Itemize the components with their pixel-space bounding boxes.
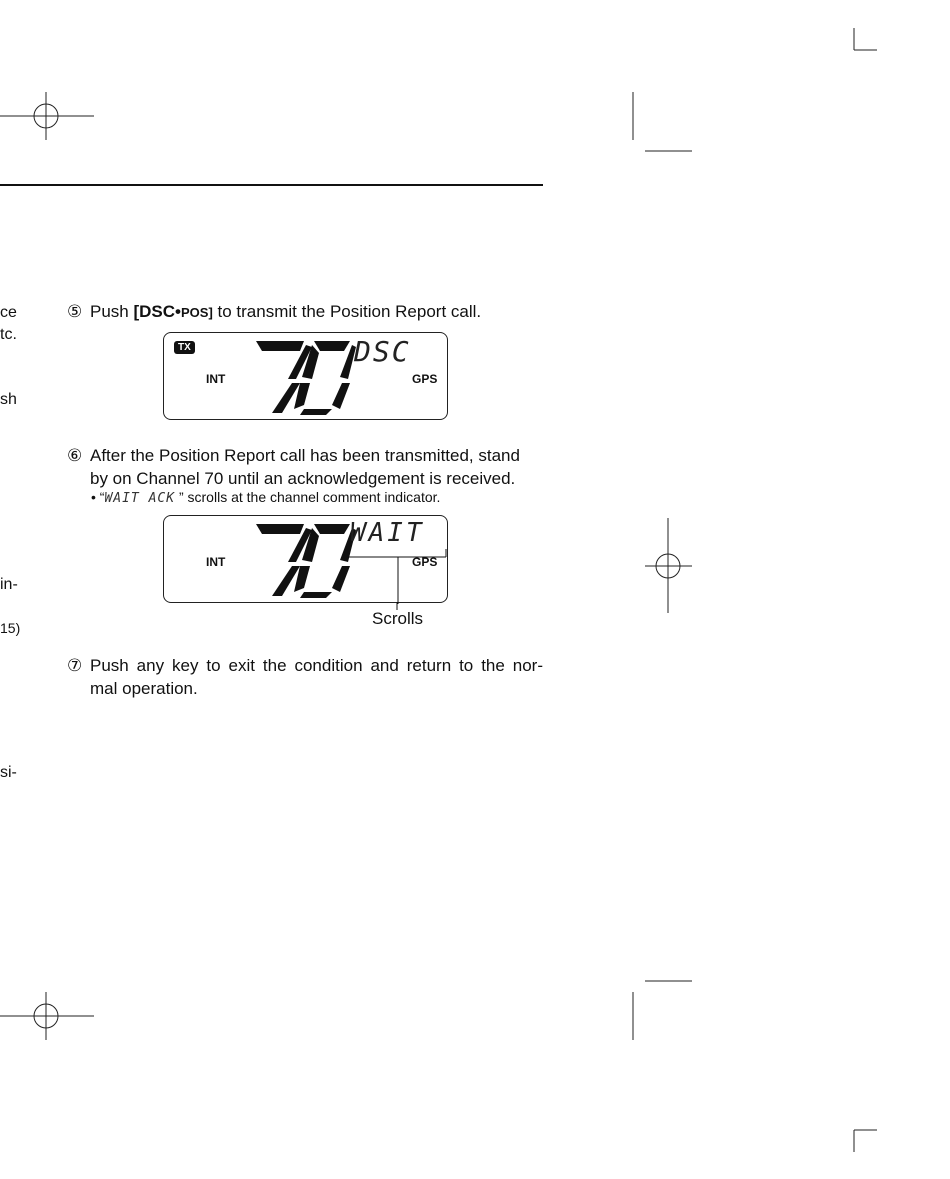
step-7 [67,654,543,700]
step-text: Push [DSC•POS] to transmit the Position Report call. [90,302,482,321]
crosshair-top-left [0,92,94,140]
left-column-fragment: tc. [0,326,17,343]
step-number: ⑤ [67,302,83,321]
crosshair-bottom-left [0,992,94,1040]
int-indicator: INT [206,555,226,569]
lcd-text-sample: WAIT ACK [104,491,176,506]
lcd-display-waiting [163,515,448,603]
step-text: After the Position Report call has been transmitted, stand [90,446,520,465]
step-number: ⑥ [67,446,83,465]
left-column-fragment: sh [0,391,17,408]
left-column-fragment: in- [0,576,18,593]
crop-mark-bottom-right [854,1130,877,1152]
int-indicator: INT [206,372,226,386]
lcd-display-transmit [163,332,448,420]
step-text: mal operation. [90,679,198,698]
header-rule [0,184,543,186]
crosshair-right-middle [645,518,692,613]
sub-note: • “WAIT ACK ” scrolls at the channel comment indicator. [91,489,441,506]
step-text: Push any key to exit the condition and return to the nor- [90,656,543,675]
channel-comment: DSC [354,335,411,368]
left-column-fragment: 15) [0,620,21,636]
left-column-fragment: ce [0,304,17,321]
tx-indicator: TX [174,341,195,354]
trim-mark-upper [633,92,692,151]
step-number: ⑦ [67,656,83,675]
step-text: by on Channel 70 until an acknowledgement is received. [90,469,516,488]
step-5 [67,300,543,324]
trim-mark-lower [633,981,692,1040]
step-6 [67,444,543,490]
crop-mark-top-right [854,28,877,50]
key-label: [DSC•POS] [133,302,213,321]
gps-indicator: GPS [412,372,438,386]
channel-comment: WAIT [350,518,425,548]
gps-indicator: GPS [412,555,438,569]
left-column-fragment: si- [0,764,17,781]
scrolls-callout: Scrolls [372,609,424,628]
